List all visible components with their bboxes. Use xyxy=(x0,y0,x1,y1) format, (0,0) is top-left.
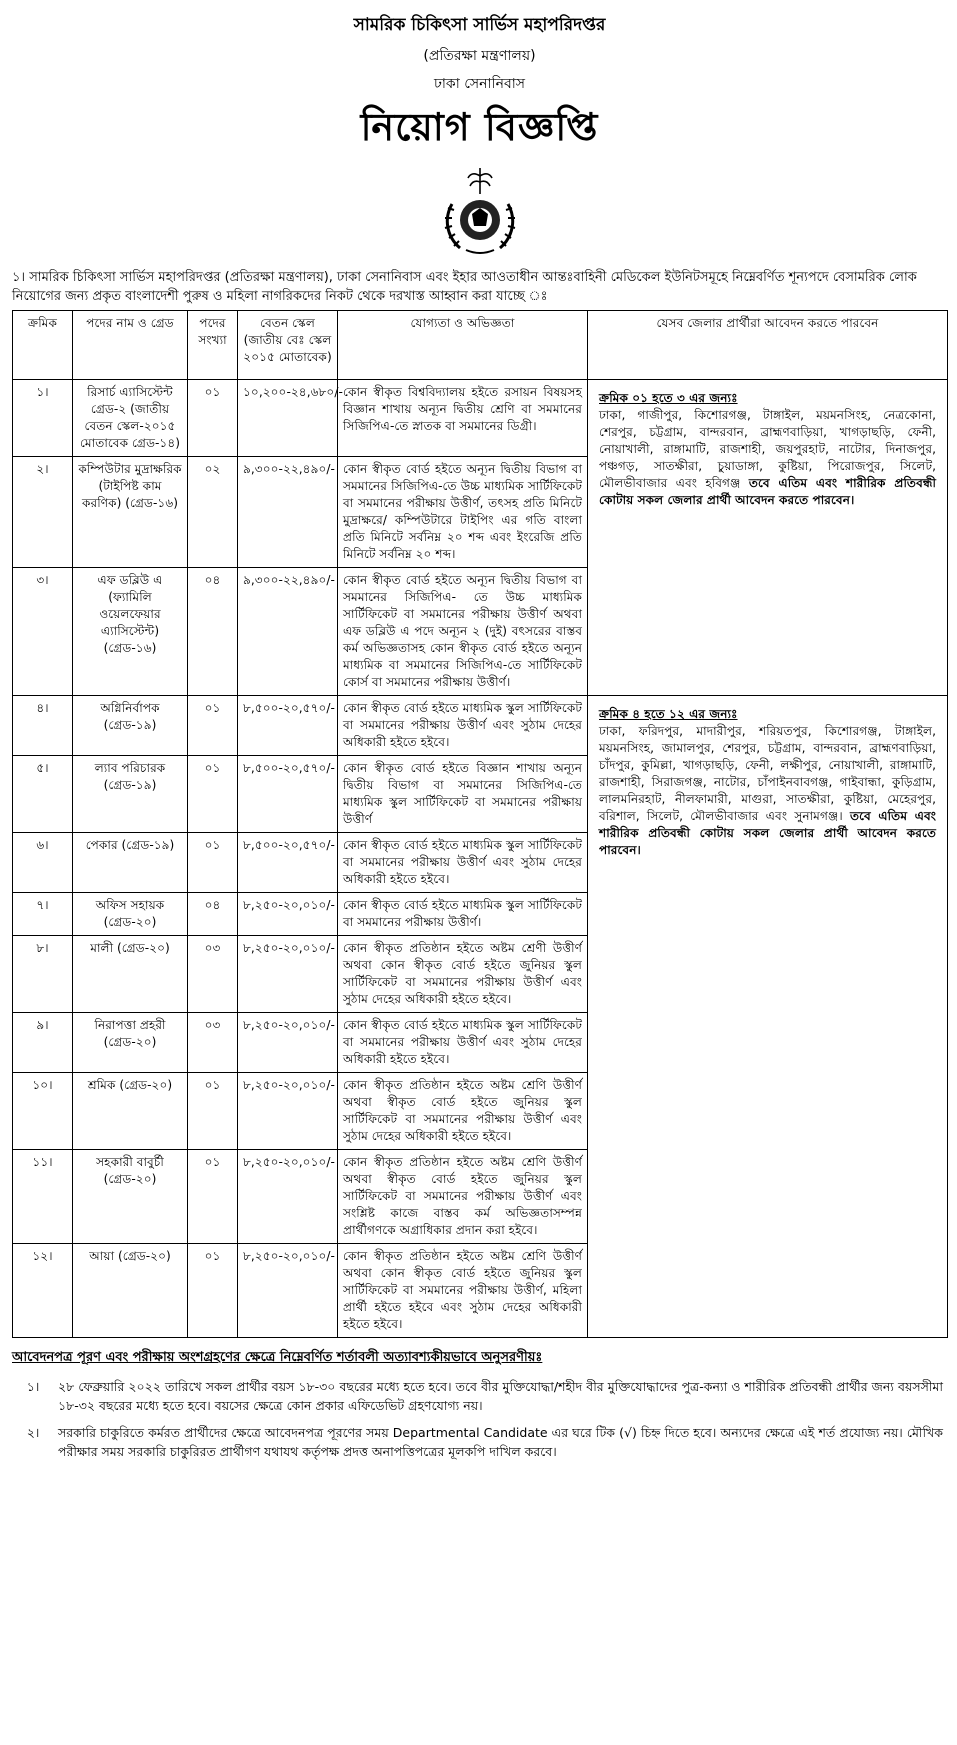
qualification-cell: কোন স্বীকৃত প্রতিষ্ঠান হইতে অষ্টম শ্রেণি উত্তীর্ণ অথবা স্বীকৃত বোর্ড হইতে জুনিয়র স্কুল সার্টিফিকেট বা সমমানের পরীক্ষায় উত্তীর্ণ এবং সংশ্লিষ্ট কাজে বাস্তব কর্ম অভিজ্ঞতাসম্পন্ন প্রার্থীগণকে অগ্রাধিকার প্রদান করা হইবে। xyxy=(338,1150,588,1244)
scale-cell: ৮,২৫০-২০,০১০/- xyxy=(238,936,338,1013)
post-cell: রিসার্চ এ্যাসিস্টেন্ট গ্রেড-২ (জাতীয় বেতন স্কেল-২০১৫ মোতাবেক গ্রেড-১৪) xyxy=(73,380,188,457)
serial-cell: ৫। xyxy=(13,756,73,833)
spacer xyxy=(740,476,748,490)
district-quota-note: তবে এতিম এবং শারীরিক প্রতিবন্ধী কোটায় সকল জেলার প্রার্থী আবেদন করতে পারবেন। xyxy=(599,476,936,507)
count-cell: ০২ xyxy=(188,457,238,568)
col-header-districts: যেসব জেলার প্রার্থীরা আবেদন করতে পারবেন xyxy=(588,311,948,380)
scale-cell: ১০,২০০-২৪,৬৮০/- xyxy=(238,380,338,457)
qualification-cell: কোন স্বীকৃত বোর্ড হইতে মাধ্যমিক স্কুল সার্টিফিকেট বা সমমানের পরীক্ষায় উত্তীর্ণ। xyxy=(338,893,588,936)
count-cell: ০৩ xyxy=(188,936,238,1013)
qualification-cell: কোন স্বীকৃত বোর্ড হইতে মাধ্যমিক স্কুল সার্টিফিকেট বা সমমানের পরীক্ষায় উত্তীর্ণ এবং সুঠাম দেহের অধিকারী হইতে হইবে। xyxy=(338,696,588,756)
scale-cell: ৮,৫০০-২০,৫৭০/- xyxy=(238,756,338,833)
condition-text: ২৮ ফেব্রুয়ারি ২০২২ তারিখে সকল প্রার্থীর বয়স ১৮-৩০ বছরের মধ্যে হতে হবে। তবে বীর মুক্তিযোদ্ধা/শহীদ বীর মুক্তিযোদ্ধাদের পুত্র-কন্যা ও শারীরিক প্রতিবন্ধী প্রার্থীর জন্য বয়সসীমা ১৮-৩২ বছরের মধ্যে হতে হবে। বয়সের ক্ষেত্রে কোন প্রকার এফিডেভিট গ্রহণযোগ্য নয়। xyxy=(58,1379,943,1413)
post-cell: অফিস সহায়ক (গ্রেড-২০) xyxy=(73,893,188,936)
table-header-row xyxy=(13,311,948,380)
condition-number: ২। xyxy=(26,1425,40,1440)
serial-cell: ৩। xyxy=(13,568,73,696)
scale-cell: ৮,৫০০-২০,৫৭০/- xyxy=(238,833,338,893)
col-header-serial: ক্রমিক xyxy=(13,311,73,380)
conditions-list xyxy=(12,1375,947,1467)
serial-cell: ৬। xyxy=(13,833,73,893)
serial-cell: ৯। xyxy=(13,1013,73,1073)
count-cell: ০১ xyxy=(188,833,238,893)
condition-number: ১। xyxy=(26,1379,40,1394)
post-cell: পেকার (গ্রেড-১৯) xyxy=(73,833,188,893)
col-header-scale: বেতন স্কেল (জাতীয় বেঃ স্কেল ২০১৫ মোতাবেক) xyxy=(238,311,338,380)
table-row xyxy=(13,380,948,457)
district-group-heading: ক্রমিক ৪ হতে ১২ এর জন্যঃ xyxy=(599,707,738,721)
scale-cell: ৮,৫০০-২০,৫৭০/- xyxy=(238,696,338,756)
col-header-post: পদের নাম ও গ্রেড xyxy=(73,311,188,380)
district-list: ঢাকা, গাজীপুর, কিশোরগঞ্জ, টাঙ্গাইল, ময়মনসিংহ, নেত্রকোনা, শেরপুর, চট্টগ্রাম, বান্দরবান, ব্রাহ্মণবাড়িয়া, খাগড়াছড়ি, ফেনী, নোয়াখালী, রাঙ্গামাটি, রাজশাহী, জয়পুরহাট, নাটোর, দিনাজপুর, পঞ্চগড়, সাতক্ষীরা, চুয়াডাঙ্গা, কুষ্টিয়া, পিরোজপুর, সিলেট, মৌলভীবাজার এবং হবিগঞ্জ xyxy=(599,408,936,490)
serial-cell: ২। xyxy=(13,457,73,568)
district-group-heading: ক্রমিক ০১ হতে ৩ এর জন্যঃ xyxy=(599,391,738,405)
location-name: ঢাকা সেনানিবাস xyxy=(433,76,526,92)
post-cell: ল্যাব পরিচারক (গ্রেড-১৯) xyxy=(73,756,188,833)
condition-item xyxy=(12,1375,947,1421)
count-cell: ০১ xyxy=(188,380,238,457)
post-cell: নিরাপত্তা প্রহরী (গ্রেড-২০) xyxy=(73,1013,188,1073)
count-cell: ০১ xyxy=(188,1150,238,1244)
count-cell: ০১ xyxy=(188,696,238,756)
serial-cell: ৭। xyxy=(13,893,73,936)
page-title: নিয়োগ বিজ্ঞপ্তি xyxy=(360,104,599,149)
serial-cell: ৮। xyxy=(13,936,73,1013)
qualification-cell: কোন স্বীকৃত বোর্ড হইতে অন্যূন দ্বিতীয় বিভাগ বা সমমানের সিজিপিএ-তে উচ্চ মাধ্যমিক সার্টিফিকেট বা সমমানের পরীক্ষায় উত্তীর্ণ, তৎসহ প্রতি মিনিটে মুদ্রাক্ষরে/ কম্পিউটারে টাইপিং এর গতি বাংলা প্রতি মিনিটে সর্বনিম্ন ২০ শব্দ এবং ইংরেজি প্রতি মিনিটে সর্বনিম্ন ২০ শব্দ। xyxy=(338,457,588,568)
qualification-cell: কোন স্বীকৃত বোর্ড হইতে মাধ্যমিক স্কুল সার্টিফিকেট বা সমমানের পরীক্ষায় উত্তীর্ণ এবং সুঠাম দেহের অধিকারী হইতে হইবে। xyxy=(338,1013,588,1073)
scale-cell: ৮,২৫০-২০,০১০/- xyxy=(238,1013,338,1073)
table-row xyxy=(13,696,948,756)
serial-cell: ১। xyxy=(13,380,73,457)
vacancy-table xyxy=(12,310,948,1338)
serial-cell: ৪। xyxy=(13,696,73,756)
qualification-cell: কোন স্বীকৃত প্রতিষ্ঠান হইতে অষ্টম শ্রেণি উত্তীর্ণ অথবা স্বীকৃত বোর্ড হইতে জুনিয়র স্কুল সার্টিফিকেট বা সমমানের পরীক্ষায় উত্তীর্ণ এবং সুঠাম দেহের অধিকারী হইতে হইবে। xyxy=(338,1073,588,1150)
post-cell: এফ ডব্লিউ এ (ফ্যামিলি ওয়েলফেয়ার এ্যাসিস্টেন্ট) (গ্রেড-১৬) xyxy=(73,568,188,696)
qualification-cell: কোন স্বীকৃত বিশ্ববিদ্যালয় হইতে রসায়ন বিষয়সহ বিজ্ঞান শাখায় অন্যূন দ্বিতীয় শ্রেণি বা সমমানের সিজিপিএ-তে স্নাতক বা সমমানের ডিগ্রী। xyxy=(338,380,588,457)
qualification-cell: কোন স্বীকৃত বোর্ড হইতে বিজ্ঞান শাখায় অন্যূন দ্বিতীয় বিভাগ বা সমমানের সিজিপিএ-তে মাধ্যমিক স্কুল সার্টিফিকেট বা সমমানের পরীক্ষায় উত্তীর্ণ xyxy=(338,756,588,833)
post-cell: কম্পিউটার মুদ্রাক্ষরিক (টাইপিষ্ট কাম করণিক) (গ্রেড-১৬) xyxy=(73,457,188,568)
count-cell: ০১ xyxy=(188,756,238,833)
districts-cell xyxy=(588,380,948,696)
post-cell: শ্রমিক (গ্রেড-২০) xyxy=(73,1073,188,1150)
districts-cell xyxy=(588,696,948,1338)
serial-cell: ১০। xyxy=(13,1073,73,1150)
organization-name: সামরিক চিকিৎসা সার্ভিস মহাপরিদপ্তর xyxy=(353,15,606,35)
condition-text: সরকারি চাকুরিতে কর্মরত প্রার্থীদের ক্ষেত্রে আবেদনপত্র পূরণের সময় Departmental Candidate এর ঘরে টিক (√) চিহ্ন দিতে হবে। অন্যদের ক্ষেত্রে এই শর্ত প্রযোজ্য নয়। মৌখিক পরীক্ষার সময় সরকারি চাকুরিরত প্রার্থীগণ যথাযথ কর্তৃপক্ষ প্রদত্ত অনাপত্তিপত্রের মূলকপি দাখিল করবে। xyxy=(58,1425,943,1459)
count-cell: ০৪ xyxy=(188,893,238,936)
district-quota-note: তবে এতিম এবং শারীরিক প্রতিবন্ধী কোটায় সকল জেলার প্রার্থী আবেদন করতে পারবেন। xyxy=(599,809,937,857)
col-header-qualification: যোগ্যতা ও অভিজ্ঞতা xyxy=(338,311,588,380)
emblem-icon xyxy=(430,164,530,260)
ministry-name: (প্রতিরক্ষা মন্ত্রণালয়) xyxy=(423,48,536,64)
scale-cell: ৯,৩০০-২২,৪৯০/- xyxy=(238,457,338,568)
col-header-count: পদের সংখ্যা xyxy=(188,311,238,380)
district-list: ঢাকা, ফরিদপুর, মাদারীপুর, শরিয়তপুর, কিশোরগঞ্জ, টাঙ্গাইল, ময়মনসিংহ, জামালপুর, শেরপুর, চট্টগ্রাম, বান্দরবান, ব্রাহ্মণবাড়িয়া, চাঁদপুর, কুমিল্লা, খাগড়াছড়ি, ফেনী, লক্ষীপুর, নোয়াখালী, রাঙ্গামাটি, রাজশাহী, সিরাজগঞ্জ, নাটোর, চাঁপাইনবাবগঞ্জ, গাইবান্ধা, কুড়িগ্রাম, লালমনিরহাট, নীলফামারী, মাগুরা, সাতক্ষীরা, কুষ্টিয়া, মেহেরপুর, বরিশাল, সিলেট, মৌলভীবাজার এবং সুনামগঞ্জ। xyxy=(599,724,936,823)
scale-cell: ৮,২৫০-২০,০১০/- xyxy=(238,1073,338,1150)
scale-cell: ৮,২৫০-২০,০১০/- xyxy=(238,1150,338,1244)
conditions-title: আবেদনপত্র পূরণ এবং পরীক্ষায় অংশগ্রহণের ক্ষেত্রে নিম্নেবর্ণিত শর্তাবলী অত্যাবশ্যকীয়ভাবে অনুসরণীয়ঃ xyxy=(12,1350,543,1365)
district-group xyxy=(593,700,942,863)
qualification-cell: কোন স্বীকৃত বোর্ড হইতে মাধ্যমিক স্কুল সার্টিফিকেট বা সমমানের পরীক্ষায় উত্তীর্ণ এবং সুঠাম দেহের অধিকারী হইতে হইবে। xyxy=(338,833,588,893)
post-cell: সহকারী বাবুর্চী (গ্রেড-২০) xyxy=(73,1150,188,1244)
post-cell: মালী (গ্রেড-২০) xyxy=(73,936,188,1013)
spacer xyxy=(843,809,850,823)
header xyxy=(12,12,947,260)
serial-cell: ১১। xyxy=(13,1150,73,1244)
qualification-cell: কোন স্বীকৃত প্রতিষ্ঠান হইতে অষ্টম শ্রেণী উত্তীর্ণ অথবা কোন স্বীকৃত বোর্ড হইতে জুনিয়র স্কুল সার্টিফিকেট বা সমমানের পরীক্ষায় উত্তীর্ণ এবং সুঠাম দেহের অধিকারী হইতে হইবে। xyxy=(338,936,588,1013)
qualification-cell: কোন স্বীকৃত প্রতিষ্ঠান হইতে অষ্টম শ্রেণি উত্তীর্ণ অথবা কোন স্বীকৃত বোর্ড হইতে জুনিয়র স্কুল সার্টিফিকেট বা সমমানের পরীক্ষায় উত্তীর্ণ, মহিলা প্রার্থী হইতে হইবে এবং সুঠাম দেহের অধিকারী হইতে হইবে। xyxy=(338,1244,588,1338)
count-cell: ০১ xyxy=(188,1244,238,1338)
count-cell: ০১ xyxy=(188,1073,238,1150)
serial-cell: ১২। xyxy=(13,1244,73,1338)
post-cell: আয়া (গ্রেড-২০) xyxy=(73,1244,188,1338)
count-cell: ০৩ xyxy=(188,1013,238,1073)
condition-item xyxy=(12,1421,947,1467)
scale-cell: ৯,৩০০-২২,৪৯০/- xyxy=(238,568,338,696)
count-cell: ০৪ xyxy=(188,568,238,696)
post-cell: অগ্নিনির্বাপক (গ্রেড-১৯) xyxy=(73,696,188,756)
intro-paragraph: ১। সামরিক চিকিৎসা সার্ভিস মহাপরিদপ্তর (প্রতিরক্ষা মন্ত্রণালয়), ঢাকা সেনানিবাস এবং ইহার আওতাধীন আন্তঃবাহিনী মেডিকেল ইউনিটসমূহে নিম্নেবর্ণিত শূন্যপদে বেসামরিক লোক নিয়োগের জন্য প্রকৃত বাংলাদেশী পুরুষ ও মহিলা নাগরিকদের নিকট থেকে দরখাস্ত আহ্বান করা যাচ্ছে ঃ xyxy=(12,270,917,304)
district-group xyxy=(593,384,942,513)
scale-cell: ৮,২৫০-২০,০১০/- xyxy=(238,1244,338,1338)
qualification-cell: কোন স্বীকৃত বোর্ড হইতে অন্যূন দ্বিতীয় বিভাগ বা সমমানের সিজিপিএ- তে উচ্চ মাধ্যমিক সার্টিফিকেট বা সমমানের পরীক্ষায় উত্তীর্ণ অথবা এফ ডব্লিউ এ পদে অন্যূন ২ (দুই) বৎসরের বাস্তব কর্ম অভিজ্ঞতাসহ কোন স্বীকৃত বোর্ড হইতে অন্যূন মাধ্যমিক বা সমমানের সিজিপিএ-তে সার্টিফিকেট কোর্স বা সমমানের পরীক্ষায় উত্তীর্ণ। xyxy=(338,568,588,696)
scale-cell: ৮,২৫০-২০,০১০/- xyxy=(238,893,338,936)
